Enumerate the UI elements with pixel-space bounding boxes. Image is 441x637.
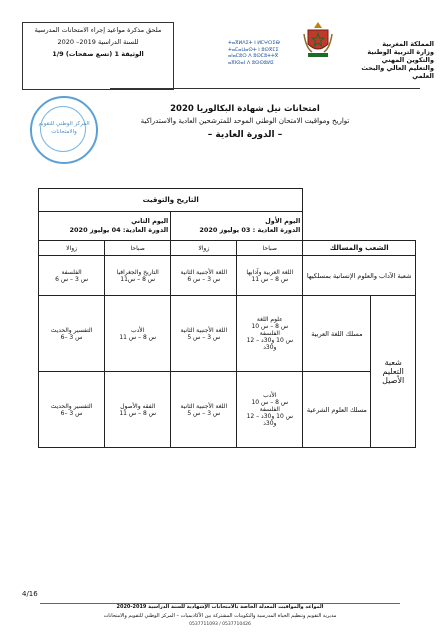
subject: علوم اللغة: [256, 316, 283, 323]
official-stamp: [30, 96, 98, 164]
day1-afternoon-header: زوالا: [171, 241, 237, 256]
cell-d2-morning: [105, 372, 171, 448]
exam-subtitle: تواريخ ومواقيت الامتحان الوطني الموحد للمترشحين العادية والاستدراكية: [140, 117, 350, 125]
time: س 8 – س 11: [119, 333, 157, 341]
subject: التاريخ والجغرافيا: [116, 268, 159, 276]
subject: التفسير والحديث: [50, 326, 93, 334]
empty-corner-2: [303, 212, 416, 241]
subject: التفسير والحديث: [50, 402, 93, 410]
time: س 8 – س11: [120, 275, 156, 283]
table-header-row-2: [39, 212, 416, 241]
footer-line-2: مديرية التقويم وتنظيم الحياة المدرسية والتكوينات المشتركة بين الأكاديميات – المركز الوطني للتقويم والامتحانات: [103, 613, 337, 619]
tz-line-3: ⴰⵏⴰⵎⵓⵔ ⴷ ⵓⵙⵎⵓⵜⵜⴳ: [228, 53, 279, 59]
branch-header: الشعب والمسالك: [303, 241, 416, 256]
group-original-education: شعبة التعليم الأصيل: [371, 296, 416, 448]
tz-line-4: ⴰⴳⵏⵙⴰⵏ ⴷ ⵓⵙⵙⵓⵍⵉ: [228, 59, 274, 66]
page-number: 4/16: [22, 590, 38, 598]
cell-d1-afternoon: [171, 372, 237, 448]
ref-line-2: للسنة الدراسية 2019– 2020: [57, 38, 139, 46]
time: و30د: [263, 420, 277, 427]
session-title: – الدورة العادية –: [207, 130, 283, 140]
subject: اللغة العربية وآدابها: [246, 268, 294, 276]
subject: اللغة الأجنبية الثانية: [180, 402, 228, 410]
table-header-row-3: [39, 241, 416, 256]
time: س 8 – س 11: [251, 275, 289, 283]
day2-header: [39, 212, 171, 241]
table-header-row-1: [39, 189, 416, 212]
cell-d1-afternoon: [171, 256, 237, 296]
exam-schedule-table: [38, 188, 416, 448]
time: س 3 –6: [60, 333, 83, 341]
day1-label: اليوم الأول: [265, 217, 301, 225]
day1-morning-header: صباحا: [237, 241, 303, 256]
time: س 3 – س 6: [55, 275, 89, 283]
empty-corner: [303, 189, 416, 212]
subject: الأدب: [263, 392, 277, 399]
tz-line-2: ⵜⴰⵎⴰⵡⴰⵙⵜ ⵏ ⵓⵙⴳⵎⵉ: [228, 46, 279, 53]
table-row: [39, 372, 416, 448]
day2-morning-header: صباحا: [105, 241, 171, 256]
ar-line-1: المملكة المغربية: [382, 40, 434, 48]
cell-d2-morning: [105, 296, 171, 372]
subject: الفلسفة: [259, 406, 280, 413]
ar-line-3: والتكوين المهني: [381, 56, 434, 64]
cell-d1-afternoon: [171, 296, 237, 372]
day1-date: الدورة العادية : 03 يوليوز 2020: [199, 226, 301, 234]
ar-line-2: وزارة التربية الوطنية: [367, 48, 434, 56]
time: س 8 – س 11: [119, 409, 157, 417]
subject: اللغة الأجنبية الثانية: [180, 268, 228, 276]
time: س 3 –6: [60, 409, 83, 417]
exam-title: امتحانات نيل شهادة البكالوريا 2020: [170, 104, 320, 114]
time: س 10 و30د – 12: [246, 413, 294, 420]
stream-arabic-language: مسلك اللغة العربية: [303, 296, 371, 372]
time: و30د: [263, 344, 277, 351]
ref-line-1: ملحق مذكرة مواعيد إجراء الامتحانات المدرسية: [34, 26, 162, 34]
table-row: [39, 296, 416, 372]
branch-letters: شعبة الآداب والعلوم الإنسانية بمسلكيها: [303, 256, 416, 296]
day2-label: اليوم الثاني: [131, 217, 169, 225]
header-divider: [110, 88, 420, 89]
ar-line-4: والتعليم العالي والبحث العلمي: [361, 64, 434, 80]
cell-d2-morning: [105, 256, 171, 296]
time: س 3 – س 6: [187, 275, 221, 283]
footer-line-3: 0537711093 / 0537710426: [189, 622, 251, 627]
time: س 10 و30د – 12: [246, 337, 294, 344]
subject: اللغة الأجنبية الثانية: [180, 326, 228, 334]
cell-d2-afternoon: [39, 256, 105, 296]
ref-line-3: الوثيقة 1 (تسع صفحات) 1/9: [52, 50, 144, 58]
reference-box: [22, 22, 174, 90]
time: س 8 – س 10: [251, 399, 289, 406]
subject: الأدب: [130, 326, 145, 334]
ministry-arabic: [338, 40, 434, 80]
day1-header: [171, 212, 303, 241]
cell-d2-afternoon: [39, 296, 105, 372]
day2-date: الدورة العادية: 04 يوليوز 2020: [69, 226, 169, 234]
cell-d1-morning: [237, 372, 303, 448]
date-time-header: التاريخ والتوقيت: [39, 189, 303, 212]
footer-line-1: المواعد والمواقيت المعدلة الخاصة بالامتحانات الإشهادية للسنة الدراسية 2019-2020: [116, 604, 324, 610]
subject: الفلسفة: [61, 268, 82, 276]
day2-afternoon-header: زوالا: [39, 241, 105, 256]
subject: الفلسفة: [259, 330, 280, 337]
time: س 3 – س 5: [187, 333, 221, 341]
coat-of-arms-logo: [302, 20, 334, 60]
ministry-tifinagh: [228, 40, 298, 66]
table-row: [39, 256, 416, 296]
stamp-text: المركز الوطني للتقويم والامتحانات: [38, 121, 90, 135]
tz-line-1: ⵜⴰⴳⵍⴷⵉⵜ ⵏ ⵍⵎⵖⵔⵉⴱ: [228, 40, 280, 46]
subject: الفقه والأصول: [120, 402, 156, 410]
stream-sharia-sciences: مسلك العلوم الشرعية: [303, 372, 371, 448]
time: س 8 – س 10: [251, 323, 289, 330]
time: س 3 – س 5: [187, 409, 221, 417]
cell-d2-afternoon: [39, 372, 105, 448]
cell-d1-morning: [237, 256, 303, 296]
cell-d1-morning: [237, 296, 303, 372]
